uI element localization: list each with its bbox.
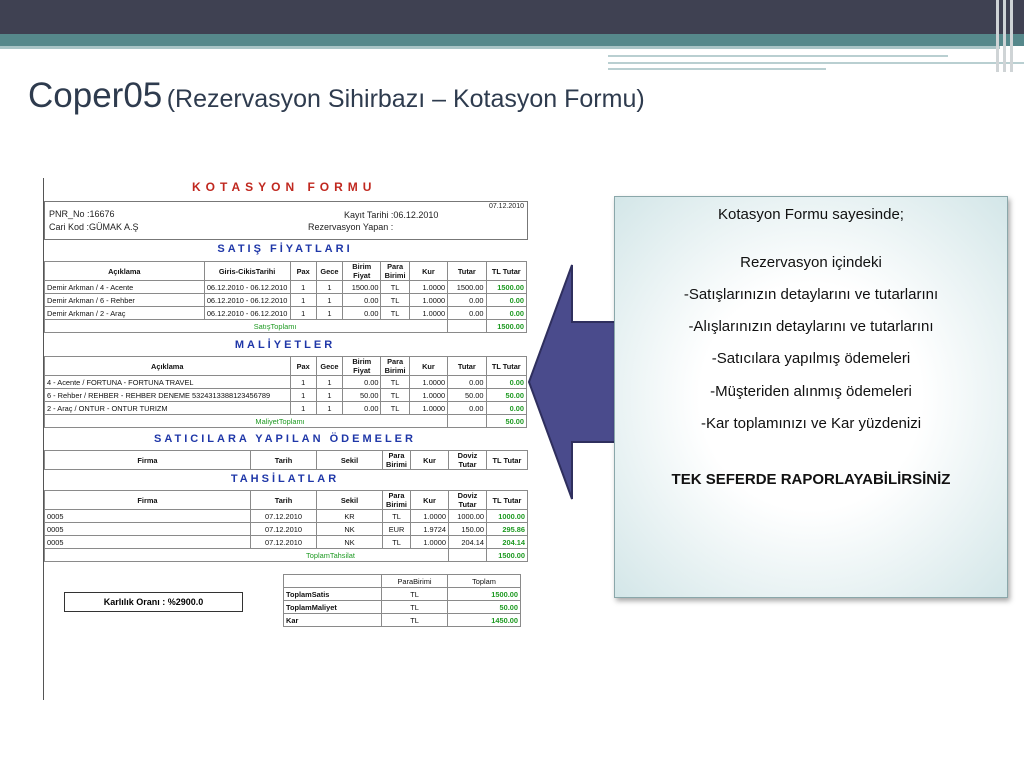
table-row bbox=[45, 389, 527, 402]
cell: 1.9724 bbox=[411, 523, 449, 536]
table-row bbox=[45, 281, 527, 294]
cell: Demir Arkman / 2 - Araç bbox=[45, 307, 205, 320]
cell: 06.12.2010 - 06.12.2010 bbox=[204, 281, 290, 294]
total-value: 50.00 bbox=[486, 415, 526, 428]
cell: 4 - Acente / FORTUNA - FORTUNA TRAVEL bbox=[45, 376, 291, 389]
total-value: 1500.00 bbox=[487, 549, 528, 562]
cell: 295.86 bbox=[487, 523, 528, 536]
cell: 1 bbox=[316, 402, 342, 415]
cell: 1500.00 bbox=[448, 588, 521, 601]
col-header: Sekil bbox=[317, 491, 383, 510]
table-row bbox=[45, 307, 527, 320]
table-row bbox=[284, 588, 521, 601]
cell: 0.00 bbox=[486, 402, 526, 415]
cell: TL bbox=[382, 601, 448, 614]
cell: EUR bbox=[383, 523, 411, 536]
cell bbox=[449, 549, 487, 562]
col-header: Gece bbox=[316, 262, 342, 281]
form-date: 07.12.2010 bbox=[488, 203, 524, 210]
header-vertical-strip bbox=[996, 0, 999, 72]
cell: 1.0000 bbox=[409, 389, 447, 402]
kayit-tarihi-label: Kayıt Tarihi :06.12.2010 bbox=[344, 210, 439, 220]
cell: 1500.00 bbox=[486, 281, 526, 294]
tahsilat-header-row bbox=[45, 491, 528, 510]
col-header: Firma bbox=[45, 451, 251, 470]
cell: 1 bbox=[290, 389, 316, 402]
col-header: TL Tutar bbox=[487, 451, 528, 470]
cell: 1 bbox=[316, 389, 342, 402]
col-header: Para Birimi bbox=[381, 262, 409, 281]
cell: 1.0000 bbox=[411, 510, 449, 523]
col-header: Pax bbox=[290, 357, 316, 376]
col-header: TL Tutar bbox=[487, 491, 528, 510]
table-row bbox=[45, 523, 528, 536]
cell: 1 bbox=[316, 376, 342, 389]
cell: 6 - Rehber / REHBER - REHBER DENEME 5324313388123456789 bbox=[45, 389, 291, 402]
cell: TL bbox=[381, 307, 409, 320]
panel-line: Rezervasyon içindeki bbox=[740, 254, 882, 271]
col-header bbox=[284, 575, 382, 588]
col-header: Tarih bbox=[251, 491, 317, 510]
cell bbox=[448, 320, 486, 333]
panel-line: -Satışlarınızın detaylarını ve tutarlarını bbox=[683, 286, 939, 303]
cell: 1000.00 bbox=[449, 510, 487, 523]
left-arrow-icon bbox=[527, 263, 617, 501]
slide-title-sub: (Rezervasyon Sihirbazı – Kotasyon Formu) bbox=[166, 85, 645, 113]
cari-label: Cari Kod :GÜMAK A.Ş bbox=[49, 222, 139, 232]
cell: TL bbox=[381, 294, 409, 307]
col-header: Giris-CikisTarihi bbox=[204, 262, 290, 281]
cell: TL bbox=[381, 402, 409, 415]
col-header: Toplam bbox=[448, 575, 521, 588]
cell: Demir Arkman / 6 - Rehber bbox=[45, 294, 205, 307]
cell: 1 bbox=[316, 281, 342, 294]
cell: Kar bbox=[284, 614, 382, 627]
cell: TL bbox=[383, 510, 411, 523]
cell: 50.00 bbox=[448, 389, 486, 402]
cell: TL bbox=[381, 389, 409, 402]
total-label: ToplamTahsilat bbox=[45, 549, 449, 562]
table-row bbox=[45, 376, 527, 389]
cell: 1000.00 bbox=[487, 510, 528, 523]
col-header: Kur bbox=[409, 357, 447, 376]
col-header: Kur bbox=[411, 491, 449, 510]
saticilar-header-row bbox=[45, 451, 528, 470]
cell: ToplamMaliyet bbox=[284, 601, 382, 614]
cell: 1.0000 bbox=[409, 294, 447, 307]
cell: 1 bbox=[290, 294, 316, 307]
cell: 1.0000 bbox=[409, 402, 447, 415]
col-header: TL Tutar bbox=[486, 357, 526, 376]
header-vertical-strip bbox=[1003, 0, 1006, 72]
table-row bbox=[45, 510, 528, 523]
table-row bbox=[45, 294, 527, 307]
header-accent-line bbox=[0, 46, 1000, 49]
cell: 50.00 bbox=[486, 389, 526, 402]
cell: TL bbox=[381, 376, 409, 389]
col-header: Tarih bbox=[251, 451, 317, 470]
cell: 0.00 bbox=[343, 294, 381, 307]
header-thin-line bbox=[608, 62, 1024, 64]
cell: Demir Arkman / 4 - Acente bbox=[45, 281, 205, 294]
cell: 06.12.2010 - 06.12.2010 bbox=[204, 294, 290, 307]
panel-conclusion: TEK SEFERDE RAPORLAYABİLİRSİNİZ bbox=[671, 471, 951, 488]
cell: 0.00 bbox=[448, 294, 486, 307]
maliyet-header-row bbox=[45, 357, 527, 376]
header-teal-bar bbox=[0, 34, 1024, 46]
cell: 1 bbox=[290, 376, 316, 389]
cell: 07.12.2010 bbox=[251, 510, 317, 523]
cell: 1.0000 bbox=[409, 376, 447, 389]
summary-table bbox=[283, 574, 521, 627]
form-title: KOTASYON FORMU bbox=[192, 180, 377, 194]
total-label: SatışToplamı bbox=[45, 320, 448, 333]
cell: 1 bbox=[290, 281, 316, 294]
cell: 06.12.2010 - 06.12.2010 bbox=[204, 307, 290, 320]
cell: NK bbox=[317, 523, 383, 536]
slide-title bbox=[28, 76, 645, 116]
col-header: Para Birimi bbox=[383, 491, 411, 510]
cell: 0005 bbox=[45, 510, 251, 523]
total-row bbox=[45, 320, 527, 333]
satis-table bbox=[44, 261, 527, 333]
cell bbox=[448, 415, 486, 428]
pnr-label: PNR_No :16676 bbox=[49, 209, 115, 219]
col-header: Açıklama bbox=[45, 357, 291, 376]
cell: 0.00 bbox=[448, 402, 486, 415]
karlilik-orani-box: Karlılık Oranı : %2900.0 bbox=[64, 592, 243, 612]
col-header: Firma bbox=[45, 491, 251, 510]
cell: 0.00 bbox=[486, 294, 526, 307]
cell: 0.00 bbox=[486, 376, 526, 389]
cell: 0005 bbox=[45, 523, 251, 536]
tahsilat-section-title: TAHSİLATLAR bbox=[230, 473, 340, 485]
header-vertical-strip bbox=[1010, 0, 1013, 72]
cell: TL bbox=[383, 536, 411, 549]
cell: 1 bbox=[316, 307, 342, 320]
cell: TL bbox=[381, 281, 409, 294]
cell: 204.14 bbox=[487, 536, 528, 549]
table-row bbox=[45, 536, 528, 549]
cell: 0.00 bbox=[486, 307, 526, 320]
col-header: Kur bbox=[411, 451, 449, 470]
col-header: Kur bbox=[409, 262, 447, 281]
total-label: MaliyetToplamı bbox=[45, 415, 448, 428]
cell: 0.00 bbox=[448, 307, 486, 320]
slide-title-main: Coper05 bbox=[28, 76, 163, 115]
cell: 0.00 bbox=[343, 376, 381, 389]
table-row bbox=[45, 402, 527, 415]
col-header: ParaBirimi bbox=[382, 575, 448, 588]
table-row bbox=[284, 601, 521, 614]
col-header: Para Birimi bbox=[381, 357, 409, 376]
col-header: TL Tutar bbox=[486, 262, 526, 281]
cell: 07.12.2010 bbox=[251, 523, 317, 536]
panel-line: -Satıcılara yapılmış ödemeleri bbox=[711, 350, 911, 367]
panel-line: -Müşteriden alınmış ödemeleri bbox=[710, 383, 912, 400]
cell: 07.12.2010 bbox=[251, 536, 317, 549]
panel-line: -Kar toplamınızı ve Kar yüzdenizi bbox=[700, 415, 922, 432]
cell: 50.00 bbox=[343, 389, 381, 402]
cell: 0.00 bbox=[343, 402, 381, 415]
cell: 1 bbox=[290, 307, 316, 320]
col-header: Açıklama bbox=[45, 262, 205, 281]
total-row bbox=[45, 415, 527, 428]
cell: KR bbox=[317, 510, 383, 523]
cell: ToplamSatis bbox=[284, 588, 382, 601]
summary-header-row bbox=[284, 575, 521, 588]
col-header: Doviz Tutar bbox=[449, 451, 487, 470]
col-header: Gece bbox=[316, 357, 342, 376]
rezervasyon-yapan-label: Rezervasyon Yapan : bbox=[308, 222, 394, 232]
cell: 2 - Araç / ONTUR - ONTUR TURIZM bbox=[45, 402, 291, 415]
form-header-box bbox=[44, 201, 528, 240]
cell: TL bbox=[382, 614, 448, 627]
total-row bbox=[45, 549, 528, 562]
cell: 0.00 bbox=[343, 307, 381, 320]
cell: 0005 bbox=[45, 536, 251, 549]
cell: 1500.00 bbox=[343, 281, 381, 294]
satis-header-row bbox=[45, 262, 527, 281]
total-value: 1500.00 bbox=[486, 320, 526, 333]
quotation-form bbox=[43, 178, 527, 700]
cell: NK bbox=[317, 536, 383, 549]
cell: 150.00 bbox=[449, 523, 487, 536]
cell: 1 bbox=[316, 294, 342, 307]
cell: 50.00 bbox=[448, 601, 521, 614]
cell: 1.0000 bbox=[409, 307, 447, 320]
satis-section-title: SATIŞ FİYATLARI bbox=[217, 243, 353, 255]
col-header: Birim Fiyat bbox=[343, 262, 381, 281]
header-thin-line bbox=[608, 55, 948, 57]
saticilar-section-title: SATICILARA YAPILAN ÖDEMELER bbox=[154, 433, 416, 445]
cell: 1500.00 bbox=[448, 281, 486, 294]
saticilar-table bbox=[44, 450, 528, 470]
cell: 1450.00 bbox=[448, 614, 521, 627]
info-panel bbox=[614, 196, 1008, 598]
panel-line: -Alışlarınızın detaylarını ve tutarlarını bbox=[688, 318, 934, 335]
maliyet-section-title: MALİYETLER bbox=[234, 339, 336, 351]
col-header: Pax bbox=[290, 262, 316, 281]
cell: 0.00 bbox=[448, 376, 486, 389]
maliyet-table bbox=[44, 356, 527, 428]
cell: 1.0000 bbox=[411, 536, 449, 549]
col-header: Doviz Tutar bbox=[449, 491, 487, 510]
col-header: Birim Fiyat bbox=[343, 357, 381, 376]
header-dark-bar bbox=[0, 0, 1024, 34]
cell: TL bbox=[382, 588, 448, 601]
table-row bbox=[284, 614, 521, 627]
cell: 1.0000 bbox=[409, 281, 447, 294]
panel-intro: Kotasyon Formu sayesinde; bbox=[718, 206, 904, 223]
cell: 204.14 bbox=[449, 536, 487, 549]
tahsilat-table bbox=[44, 490, 528, 562]
cell: 1 bbox=[290, 402, 316, 415]
header-thin-line bbox=[608, 68, 826, 70]
col-header: Tutar bbox=[448, 262, 486, 281]
col-header: Para Birimi bbox=[383, 451, 411, 470]
col-header: Tutar bbox=[448, 357, 486, 376]
col-header: Sekil bbox=[317, 451, 383, 470]
